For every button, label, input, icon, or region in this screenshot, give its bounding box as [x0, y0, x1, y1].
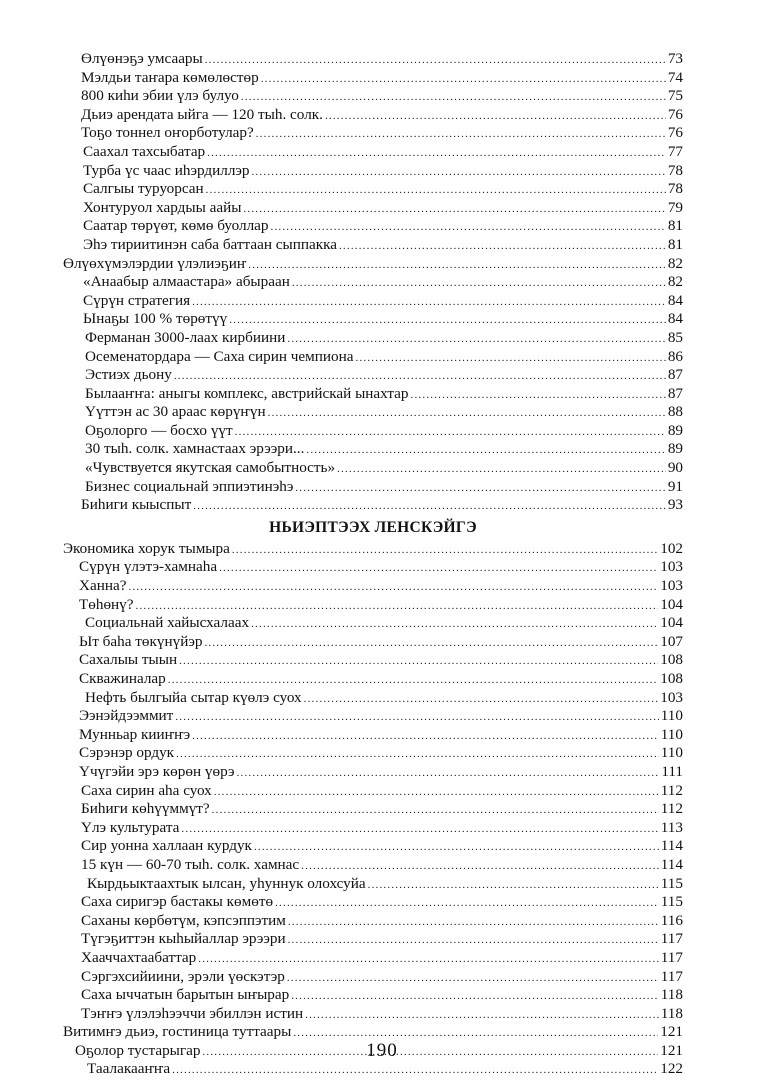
- toc-entry-title: Осеменатордара — Саха сирин чемпиона: [85, 347, 354, 365]
- toc-entry-page: 115: [660, 874, 683, 892]
- page-number: 190: [366, 1040, 398, 1061]
- dot-leader: [193, 497, 666, 516]
- dot-leader: [241, 88, 666, 107]
- dot-leader: [251, 615, 658, 634]
- toc-entry-page: 110: [660, 707, 683, 725]
- toc-entry: [63, 800, 683, 819]
- dot-leader: [248, 256, 666, 275]
- toc-entry: [63, 348, 683, 367]
- dot-leader: [295, 479, 665, 498]
- dot-leader: [128, 578, 658, 597]
- toc-entry-title: Тоҕо тоннел оҥорботулар?: [81, 124, 254, 142]
- toc-entry-title: Ээнэйдээммит: [79, 707, 174, 725]
- toc-entry-page: 81: [667, 217, 683, 235]
- toc-entry-title: «Анаабыр алмаастара» абыраан: [83, 273, 290, 291]
- toc-entry-page: 103: [660, 577, 683, 595]
- toc-section-1: [63, 50, 683, 515]
- toc-entry: [63, 385, 683, 404]
- dot-leader: [243, 200, 665, 219]
- toc-entry: [63, 912, 683, 931]
- toc-entry-page: 89: [667, 421, 683, 439]
- toc-entry-page: 116: [660, 911, 683, 929]
- dot-leader: [176, 745, 659, 764]
- toc-entry-title: Сахалыы тыын: [79, 651, 178, 669]
- toc-entry-title: Саахал тахсыбатар: [83, 142, 206, 160]
- toc-entry-page: 104: [660, 614, 683, 632]
- toc-entry-title: Социальнай хайысхалаах: [85, 614, 250, 632]
- toc-entry-page: 114: [660, 855, 683, 873]
- toc-entry: [63, 217, 683, 236]
- dot-leader: [219, 559, 658, 578]
- toc-entry: [63, 329, 683, 348]
- toc-entry-page: 121: [660, 1023, 683, 1041]
- toc-entry-title: Мэлдьи таҥара көмөлөстөр: [81, 68, 259, 86]
- toc-entry: [63, 670, 683, 689]
- toc-entry-title: Сэргэхсийиини, эрэли үөскэтэр: [81, 967, 285, 985]
- toc-entry-title: Ханна?: [79, 577, 127, 595]
- toc-entry-title: Түгэҕиттэн кыһыйаллар эрээри: [81, 930, 286, 948]
- dot-leader: [175, 708, 658, 727]
- toc-entry-title: Ынаҕы 100 % төрөтүү: [83, 310, 228, 328]
- dot-leader: [179, 652, 658, 671]
- toc-entry: [63, 819, 683, 838]
- toc-entry: [63, 496, 683, 515]
- dot-leader: [261, 70, 666, 89]
- toc-entry-title: Былааҥҥа: аныгы комплекс, австрийскай ынахтар: [85, 384, 409, 402]
- toc-entry-title: Саханы көрбөтүм, кэпсэппэтим: [81, 911, 286, 929]
- toc-entry: [63, 651, 683, 670]
- toc-entry-page: 88: [667, 403, 683, 421]
- toc-entry-title: Эһэ тириитинэн саба баттаан сыппакка: [83, 235, 337, 253]
- toc-entry: [63, 856, 683, 875]
- dot-leader: [291, 987, 659, 1006]
- toc-entry-page: 73: [667, 50, 683, 67]
- toc-section-2: [63, 540, 683, 1079]
- toc-entry-title: Үчүгэйи эрэ көрөн үөрэ: [79, 762, 235, 780]
- toc-entry: [63, 292, 683, 311]
- toc-entry-title: Скважиналар: [79, 670, 166, 687]
- toc-entry: [63, 540, 683, 559]
- toc-entry: [63, 726, 683, 745]
- toc-entry-title: Сүрүн стратегия: [83, 291, 191, 309]
- toc-entry: [63, 633, 683, 652]
- toc-entry-page: 107: [660, 632, 683, 650]
- toc-entry-page: 104: [660, 595, 683, 613]
- dot-leader: [214, 783, 659, 802]
- toc-entry: [63, 893, 683, 912]
- toc-entry-title: Саха сирин аһа суох: [81, 781, 212, 799]
- toc-entry: [63, 478, 683, 497]
- dot-leader: [304, 690, 659, 709]
- dot-leader: [337, 460, 666, 479]
- toc-entry-title: Саха сиригэр бастакы көмөтө: [81, 893, 274, 911]
- toc-entry-page: 118: [660, 986, 683, 1004]
- toc-entry-title: Оҕолор тустарыгар: [75, 1041, 201, 1059]
- toc-entry-page: 110: [660, 744, 683, 762]
- toc-entry: [63, 837, 683, 856]
- toc-entry-page: 87: [667, 384, 683, 402]
- toc-entry: [63, 440, 683, 459]
- toc-entry-page: 93: [667, 496, 683, 514]
- toc-entry: [63, 614, 683, 633]
- dot-leader: [256, 125, 666, 144]
- toc-entry-title: 800 киһи эбии үлэ булуо: [81, 87, 239, 105]
- toc-entry-title: Хонтуруол хардыы аайы: [83, 198, 242, 216]
- toc-entry: [63, 106, 683, 125]
- dot-leader: [172, 1061, 658, 1080]
- dot-leader: [288, 913, 659, 932]
- table-of-contents: [63, 50, 683, 1079]
- dot-leader: [287, 330, 665, 349]
- dot-leader: [339, 237, 666, 256]
- toc-entry-page: 102: [660, 539, 683, 557]
- toc-entry-page: 121: [660, 1041, 683, 1059]
- dot-leader: [235, 423, 666, 442]
- toc-entry-page: 118: [660, 1004, 683, 1022]
- toc-entry-page: 84: [667, 310, 683, 328]
- dot-leader: [292, 274, 666, 293]
- toc-entry-page: 115: [660, 893, 683, 911]
- toc-entry: [63, 1005, 683, 1024]
- toc-entry: [63, 124, 683, 143]
- toc-entry-title: «Чувствуется якутская самобытность»: [85, 459, 336, 477]
- toc-entry-title: Өлүөхүмэлэрдии үлэлиэҕиҥ: [63, 254, 247, 272]
- toc-entry: [63, 596, 683, 615]
- dot-leader: [252, 163, 666, 182]
- dot-leader: [168, 671, 658, 690]
- toc-entry-title: Өлүөнэҕэ умсаары: [81, 50, 203, 67]
- dot-leader: [288, 931, 659, 950]
- toc-entry-title: Экономика хорук тымыра: [63, 539, 230, 557]
- toc-entry-title: Витимҥэ дьиэ, гостиница туттаары: [63, 1023, 292, 1041]
- toc-entry-page: 91: [667, 477, 683, 495]
- toc-entry: [63, 689, 683, 708]
- toc-entry: [63, 930, 683, 949]
- dot-leader: [212, 801, 659, 820]
- toc-entry-page: 111: [661, 762, 683, 780]
- toc-entry-page: 112: [660, 781, 683, 799]
- toc-entry: [63, 986, 683, 1005]
- dot-leader: [229, 311, 666, 330]
- toc-entry-title: Биһиги көһүүммүт?: [81, 800, 210, 818]
- toc-entry: [63, 763, 683, 782]
- toc-entry-title: Бизнес социальнай эппиэтинэһэ: [85, 477, 294, 495]
- dot-leader: [198, 950, 659, 969]
- section-heading: НЬИЭПТЭЭХ ЛЕНСКЭЙГЭ: [269, 518, 477, 536]
- toc-entry: [63, 255, 683, 274]
- toc-entry-page: 81: [667, 235, 683, 253]
- toc-entry-page: 82: [667, 273, 683, 291]
- dot-leader: [192, 727, 659, 746]
- toc-entry-title: 30 тыһ. солк. хамнастаах эрээри...: [85, 440, 305, 458]
- toc-entry: [63, 459, 683, 478]
- dot-leader: [268, 404, 666, 423]
- toc-entry-page: 74: [667, 68, 683, 86]
- dot-leader: [192, 293, 666, 312]
- toc-entry: [63, 744, 683, 763]
- toc-entry-page: 76: [667, 105, 683, 123]
- dot-leader: [287, 969, 659, 988]
- toc-entry-page: 85: [667, 328, 683, 346]
- toc-entry-page: 103: [660, 558, 683, 576]
- dot-leader: [271, 218, 666, 237]
- toc-entry-title: Нефть былгыйа сытар күөлэ суох: [85, 688, 302, 706]
- dot-leader: [205, 51, 666, 70]
- toc-entry: [63, 968, 683, 987]
- dot-leader: [368, 876, 659, 895]
- toc-entry: [63, 143, 683, 162]
- toc-entry-title: Таалакааҥҥа: [87, 1060, 171, 1078]
- toc-entry-title: Дьиэ арендата ыйга — 120 тыһ. солк.: [81, 105, 323, 123]
- dot-leader: [237, 764, 660, 783]
- toc-entry-title: Үлэ культурата: [81, 818, 180, 836]
- dot-leader: [181, 820, 658, 839]
- toc-entry-title: 15 күн — 60-70 тыһ. солк. хамнас: [81, 855, 300, 873]
- toc-entry-title: Ферманан 3000-лаах кирбиини: [85, 328, 286, 346]
- toc-entry: [63, 199, 683, 218]
- toc-entry-title: Үүттэн ас 30 араас көрүҥүн: [85, 403, 266, 421]
- toc-entry-page: 112: [660, 800, 683, 818]
- toc-entry-page: 90: [667, 459, 683, 477]
- toc-entry: [63, 782, 683, 801]
- toc-entry: [63, 1060, 683, 1079]
- dot-leader: [306, 441, 665, 460]
- toc-entry-title: Ыт баһа төкүнүйэр: [79, 632, 203, 650]
- toc-entry: [63, 87, 683, 106]
- toc-entry-title: Сэрэнэр ордук: [79, 744, 175, 762]
- toc-entry-page: 117: [660, 967, 683, 985]
- toc-entry: [63, 949, 683, 968]
- toc-entry-page: 117: [660, 930, 683, 948]
- dot-leader: [254, 838, 659, 857]
- toc-entry: [63, 273, 683, 292]
- toc-entry-title: Саатар төрүөт, көмө буоллар: [83, 217, 269, 235]
- toc-entry-page: 82: [667, 254, 683, 272]
- toc-entry-page: 76: [667, 124, 683, 142]
- toc-entry-title: Төһөнү?: [79, 595, 134, 613]
- toc-entry-page: 77: [667, 142, 683, 160]
- toc-entry: [63, 366, 683, 385]
- toc-entry: [63, 180, 683, 199]
- toc-entry-page: 87: [667, 366, 683, 384]
- toc-entry-title: Биһиги кыыспыт: [81, 496, 192, 514]
- toc-entry-title: Кырдьыктаахтык ылсан, уһуннук олохсуйа: [87, 874, 366, 892]
- toc-entry-page: 108: [660, 651, 683, 669]
- dot-leader: [204, 634, 658, 653]
- toc-entry-page: 108: [660, 670, 683, 687]
- toc-entry-page: 110: [660, 725, 683, 743]
- toc-entry-page: 122: [660, 1060, 683, 1078]
- toc-entry-page: 75: [667, 87, 683, 105]
- toc-entry-title: Хааччахтаабаттар: [81, 948, 197, 966]
- toc-entry-title: Салгыы туруорсан: [83, 180, 204, 198]
- toc-entry: [63, 310, 683, 329]
- toc-entry-page: 78: [667, 180, 683, 198]
- dot-leader: [325, 107, 666, 126]
- toc-entry-title: Мунньар кииҥҥэ: [79, 725, 191, 743]
- toc-entry-title: Сир уонна халлаан курдук: [81, 837, 252, 855]
- dot-leader: [275, 894, 659, 913]
- toc-entry: [63, 236, 683, 255]
- toc-entry-title: Саха ыччатын барытын ыҥырар: [81, 986, 290, 1004]
- toc-entry-page: 89: [667, 440, 683, 458]
- dot-leader: [305, 1006, 659, 1025]
- toc-entry: [63, 403, 683, 422]
- toc-entry-title: Оҕолорго — босхо үүт: [85, 421, 233, 439]
- toc-entry-page: 114: [660, 837, 683, 855]
- dot-leader: [232, 541, 658, 560]
- toc-entry-page: 86: [667, 347, 683, 365]
- dot-leader: [206, 181, 666, 200]
- toc-entry: [63, 422, 683, 441]
- toc-entry: [63, 558, 683, 577]
- toc-entry: [63, 162, 683, 181]
- toc-entry: [63, 50, 683, 69]
- dot-leader: [136, 597, 659, 616]
- toc-entry-page: 103: [660, 688, 683, 706]
- toc-entry: [63, 69, 683, 88]
- toc-entry-title: Эстиэх дьону: [85, 366, 172, 384]
- dot-leader: [356, 349, 666, 368]
- toc-entry-title: Сүрүн үлэтэ-хамнаһа: [79, 558, 218, 576]
- dot-leader: [301, 857, 659, 876]
- toc-entry-title: Тэҥҥэ үлэлэһээччи эбиллэн истин: [81, 1004, 304, 1022]
- dot-leader: [411, 386, 666, 405]
- toc-entry-title: Турба үс чаас иһэрдиллэр: [83, 161, 250, 179]
- toc-entry-page: 117: [660, 948, 683, 966]
- dot-leader: [174, 367, 666, 386]
- toc-entry-page: 84: [667, 291, 683, 309]
- toc-entry-page: 79: [667, 198, 683, 216]
- toc-entry-page: 78: [667, 161, 683, 179]
- toc-entry-page: 113: [660, 818, 683, 836]
- toc-entry: [63, 875, 683, 894]
- toc-entry: [63, 577, 683, 596]
- toc-entry: [63, 707, 683, 726]
- dot-leader: [207, 144, 666, 163]
